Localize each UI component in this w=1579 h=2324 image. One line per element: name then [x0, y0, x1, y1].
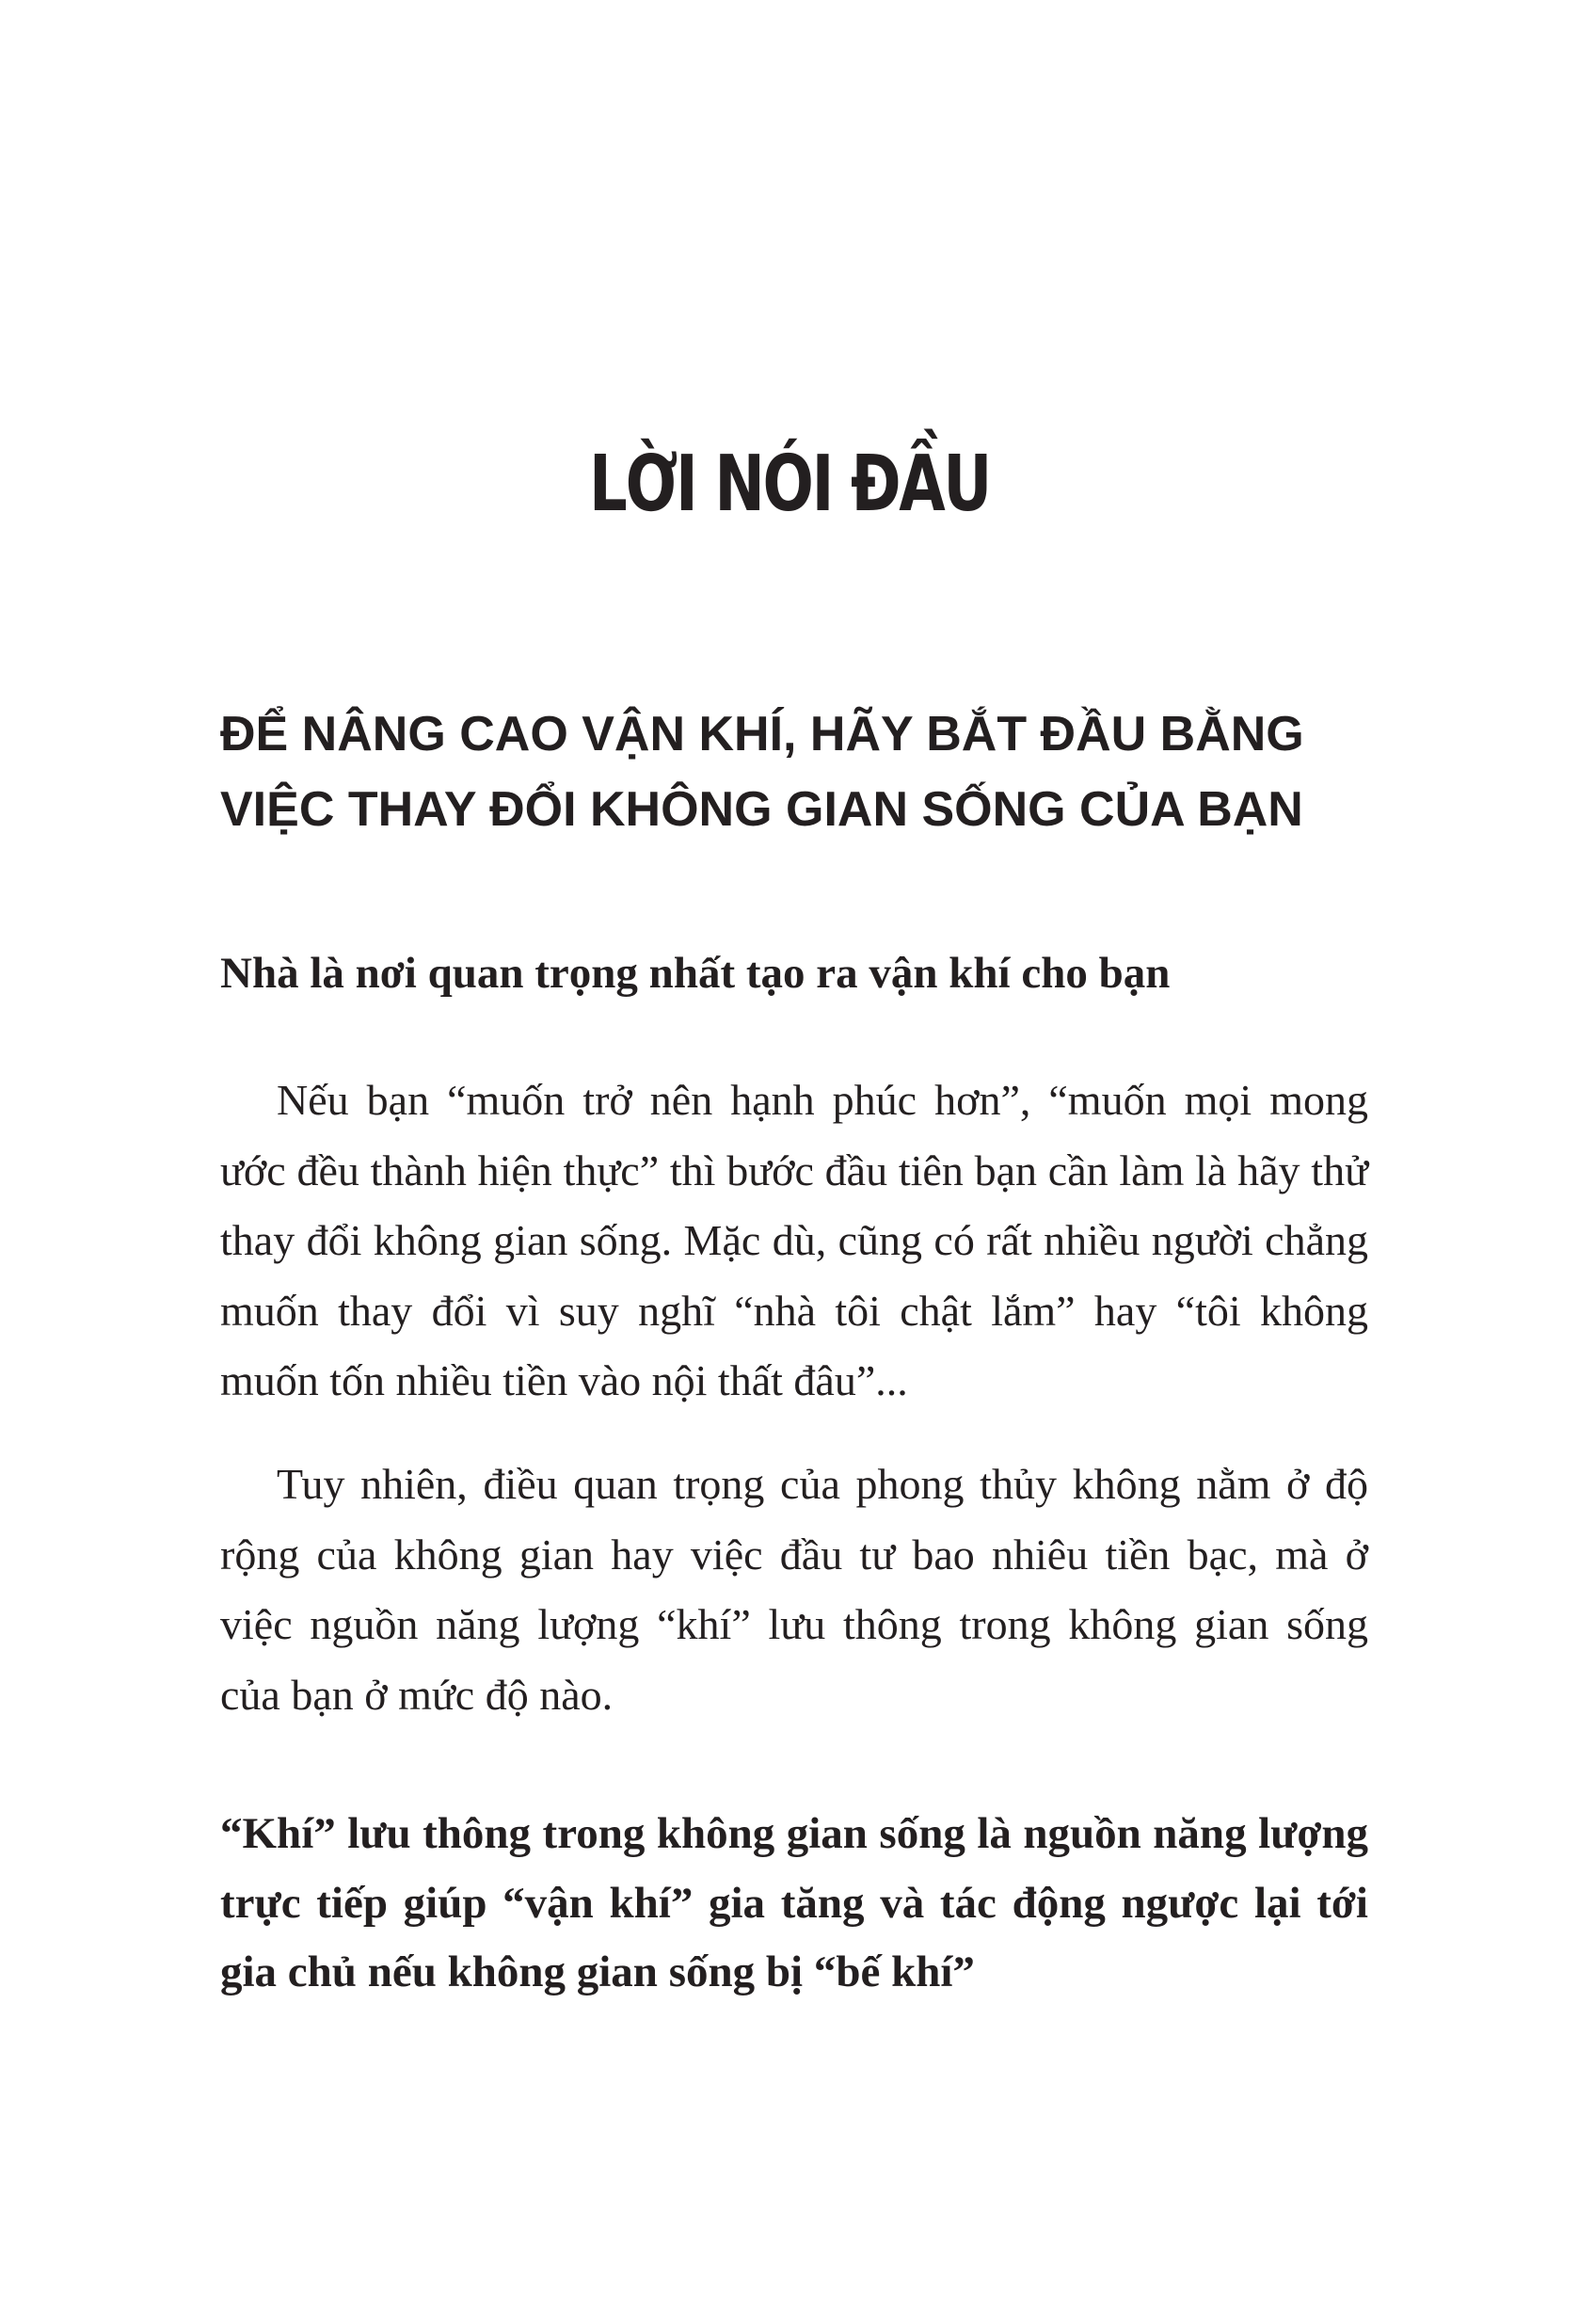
section-heading: ĐỂ NÂNG CAO VẬN KHÍ, HÃY BẮT ĐẦU BẰNG VIỆC THAY ĐỔI KHÔNG GIAN SỐNG CỦA BẠN	[220, 707, 1304, 837]
bold-statement: “Khí” lưu thông trong không gian sống là nguồn năng lượng trực tiếp giúp “vận khí” gia tăng và tác động ngược lại tới gia chủ nếu không gian sống bị “bế khí”	[220, 1809, 1368, 1996]
body-paragraph: Nếu bạn “muốn trở nên hạnh phúc hơn”, “muốn mọi mong ước đều thành hiện thực” thì bước đầu tiên bạn cần làm là hãy thử thay đổi không gian sống. Mặc dù, cũng có rất nhiều người chẳng muốn thay đổi vì suy nghĩ “nhà tôi chật lắm” hay “tôi không muốn tốn nhiều tiền vào nội thất đâu”...	[220, 1076, 1368, 1404]
chapter-title: LỜI NÓI ĐẦU	[589, 440, 990, 529]
subheading: Nhà là nơi quan trọng nhất tạo ra vận khí cho bạn	[220, 949, 1171, 998]
body-paragraph: Tuy nhiên, điều quan trọng của phong thủy không nằm ở độ rộng của không gian hay việc đầu tư bao nhiêu tiền bạc, mà ở việc nguồn năng lượng “khí” lưu thông trong không gian sống của bạn ở mức độ nào.	[220, 1460, 1368, 1719]
